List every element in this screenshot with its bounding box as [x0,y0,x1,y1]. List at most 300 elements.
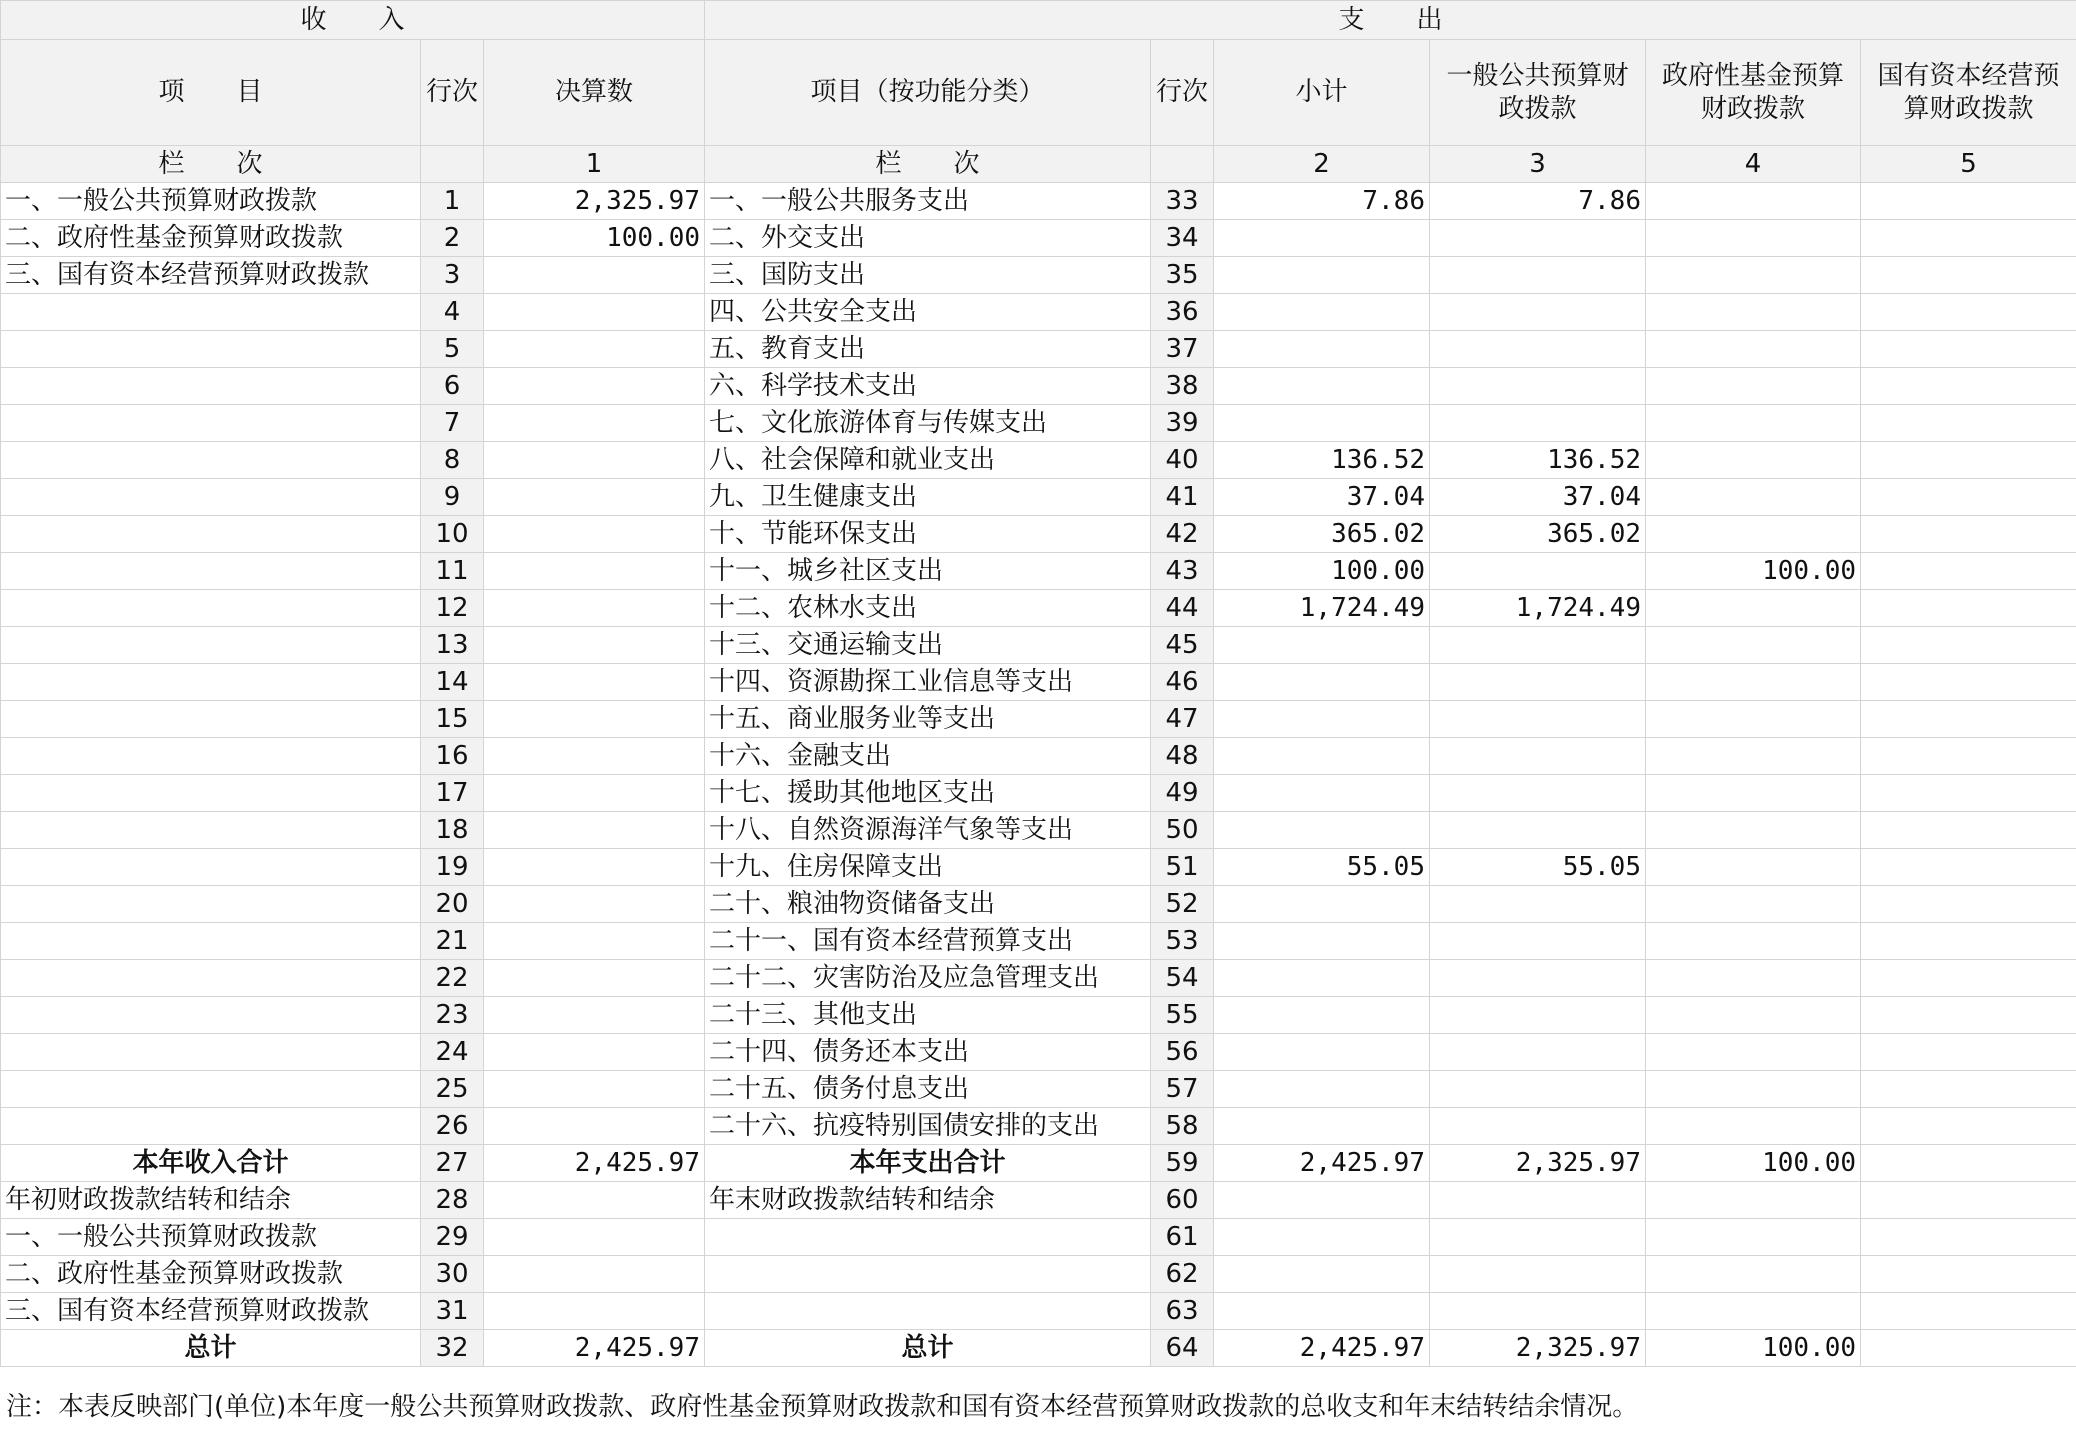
lanci-label-2: 栏 次 [705,146,1151,183]
col-no-3: 3 [1430,146,1646,183]
table-row [1,590,2076,627]
state-capital-cell [1861,1071,2076,1108]
general-budget-cell: 365.02 [1430,516,1646,553]
income-item-cell: 本年收入合计 [1,1145,421,1182]
general-budget-cell [1430,257,1646,294]
table-row [1,1256,2076,1293]
expense-item-cell [705,1256,1151,1293]
income-row-no: 31 [421,1293,484,1330]
income-amount-cell [484,1293,705,1330]
general-budget-cell [1430,1219,1646,1256]
section-header-row [1,1,2076,40]
income-amount-cell [484,664,705,701]
income-amount-cell [484,1108,705,1145]
income-row-no: 12 [421,590,484,627]
expense-item-cell: 二十二、灾害防治及应急管理支出 [705,960,1151,997]
income-amount-cell: 2,425.97 [484,1330,705,1367]
table-row [1,1293,2076,1330]
income-amount-cell [484,368,705,405]
subtotal-cell [1214,1219,1430,1256]
state-capital-cell [1861,627,2076,664]
expense-item-cell: 十、节能环保支出 [705,516,1151,553]
subtotal-cell [1214,1293,1430,1330]
expense-row-no: 42 [1151,516,1214,553]
table-row [1,960,2076,997]
income-row-no: 23 [421,997,484,1034]
income-row-no: 16 [421,738,484,775]
subtotal-cell [1214,886,1430,923]
subtotal-cell: 1,724.49 [1214,590,1430,627]
income-amount-cell [484,849,705,886]
state-capital-cell [1861,516,2076,553]
income-row-no: 15 [421,701,484,738]
income-item-cell [1,442,421,479]
expense-row-no: 61 [1151,1219,1214,1256]
expense-item-cell: 十一、城乡社区支出 [705,553,1151,590]
income-item-cell [1,553,421,590]
income-amount-cell: 100.00 [484,220,705,257]
income-row-no: 18 [421,812,484,849]
fund-budget-cell [1646,1219,1861,1256]
expense-row-no: 43 [1151,553,1214,590]
table-row [1,886,2076,923]
table-row [1,479,2076,516]
fund-budget-cell [1646,627,1861,664]
general-budget-cell [1430,886,1646,923]
general-budget-cell [1430,1071,1646,1108]
subtotal-cell: 365.02 [1214,516,1430,553]
expense-item-cell: 一、一般公共服务支出 [705,183,1151,220]
income-item-cell [1,664,421,701]
expense-row-no: 58 [1151,1108,1214,1145]
state-capital-cell [1861,1182,2076,1219]
income-amount-cell [484,1071,705,1108]
expense-item-cell: 十九、住房保障支出 [705,849,1151,886]
expense-item-cell: 三、国防支出 [705,257,1151,294]
income-row-no: 2 [421,220,484,257]
expense-item-cell: 总计 [705,1330,1151,1367]
state-capital-cell [1861,923,2076,960]
income-item-cell [1,479,421,516]
general-budget-cell [1430,812,1646,849]
expense-row-no: 54 [1151,960,1214,997]
income-row-no: 8 [421,442,484,479]
state-capital-cell [1861,183,2076,220]
state-capital-cell [1861,849,2076,886]
fund-budget-cell [1646,960,1861,997]
income-amount-cell [484,516,705,553]
table-row [1,183,2076,220]
income-row-no: 27 [421,1145,484,1182]
subtotal-cell [1214,738,1430,775]
table-row [1,738,2076,775]
table-row [1,664,2076,701]
fund-budget-cell [1646,331,1861,368]
expense-item-cell: 二十三、其他支出 [705,997,1151,1034]
subtotal-cell: 55.05 [1214,849,1430,886]
expense-row-no: 63 [1151,1293,1214,1330]
fund-budget-cell [1646,1256,1861,1293]
subtotal-cell [1214,1034,1430,1071]
expense-row-no: 50 [1151,812,1214,849]
table-row [1,997,2076,1034]
expense-row-no: 40 [1151,442,1214,479]
table-row [1,1108,2076,1145]
state-capital-cell [1861,220,2076,257]
fund-budget-cell [1646,701,1861,738]
fund-budget-cell [1646,775,1861,812]
expense-row-no: 51 [1151,849,1214,886]
fund-budget-cell [1646,590,1861,627]
general-budget-cell: 2,325.97 [1430,1330,1646,1367]
state-capital-cell [1861,1108,2076,1145]
subtotal-cell [1214,368,1430,405]
subtotal-cell: 136.52 [1214,442,1430,479]
income-row-no: 22 [421,960,484,997]
income-amount-cell [484,923,705,960]
expense-row-no: 62 [1151,1256,1214,1293]
fund-budget-cell [1646,220,1861,257]
income-amount-cell [484,738,705,775]
income-item-cell [1,886,421,923]
income-item-cell [1,1108,421,1145]
income-item-cell [1,1071,421,1108]
subtotal-cell [1214,1108,1430,1145]
expense-item-cell [705,1219,1151,1256]
state-capital-cell [1861,960,2076,997]
income-amount-cell [484,257,705,294]
income-amount-cell [484,590,705,627]
income-amount-cell [484,405,705,442]
table-row [1,1182,2076,1219]
expense-section-header [705,1,2076,40]
fund-budget-cell: 100.00 [1646,1145,1861,1182]
income-row-no: 21 [421,923,484,960]
income-row-no: 13 [421,627,484,664]
expense-item-cell: 七、文化旅游体育与传媒支出 [705,405,1151,442]
subtotal-cell [1214,664,1430,701]
col-no-4: 4 [1646,146,1861,183]
income-item-cell: 总计 [1,1330,421,1367]
income-row-no: 11 [421,553,484,590]
general-budget-cell: 1,724.49 [1430,590,1646,627]
income-amount-cell [484,1256,705,1293]
fund-budget-cell [1646,886,1861,923]
expense-item-cell: 十八、自然资源海洋气象等支出 [705,812,1151,849]
state-capital-cell [1861,590,2076,627]
income-item-cell [1,331,421,368]
subtotal-cell [1214,220,1430,257]
general-budget-cell: 7.86 [1430,183,1646,220]
income-item-cell [1,775,421,812]
income-amount-cell [484,997,705,1034]
income-item-cell: 二、政府性基金预算财政拨款 [1,220,421,257]
column-header-row [1,40,2076,146]
income-item-cell [1,590,421,627]
general-budget-cell [1430,553,1646,590]
income-item-cell [1,294,421,331]
expense-label: 支 出 [1338,4,1443,35]
income-item-cell: 一、一般公共预算财政拨款 [1,183,421,220]
state-capital-cell [1861,812,2076,849]
col-fund-header: 政府性基金预算财政拨款 [1646,40,1861,146]
col-subtotal-header: 小计 [1214,40,1430,146]
state-capital-cell [1861,738,2076,775]
income-row-no: 30 [421,1256,484,1293]
income-item-cell [1,812,421,849]
subtotal-cell: 2,425.97 [1214,1330,1430,1367]
income-item-cell: 一、一般公共预算财政拨款 [1,1219,421,1256]
state-capital-cell [1861,553,2076,590]
expense-row-no: 60 [1151,1182,1214,1219]
general-budget-cell [1430,1293,1646,1330]
state-capital-cell [1861,294,2076,331]
income-item-cell [1,516,421,553]
table-row [1,1219,2076,1256]
income-item-cell: 年初财政拨款结转和结余 [1,1182,421,1219]
income-row-no: 9 [421,479,484,516]
general-budget-cell [1430,220,1646,257]
fund-budget-cell [1646,516,1861,553]
income-amount-cell [484,479,705,516]
income-item-cell [1,368,421,405]
table-row [1,553,2076,590]
expense-row-no: 44 [1151,590,1214,627]
expense-row-no: 52 [1151,886,1214,923]
general-budget-cell [1430,627,1646,664]
general-budget-cell [1430,294,1646,331]
income-amount-cell [484,294,705,331]
col-row2-header: 行次 [1151,40,1214,146]
income-amount-cell [484,775,705,812]
lanci-blank [421,146,484,183]
expense-row-no: 34 [1151,220,1214,257]
state-capital-cell [1861,368,2076,405]
lanci-blank-2 [1151,146,1214,183]
state-capital-cell [1861,1256,2076,1293]
expense-item-cell: 八、社会保障和就业支出 [705,442,1151,479]
expense-row-no: 53 [1151,923,1214,960]
income-amount-cell [484,960,705,997]
fund-budget-cell [1646,257,1861,294]
income-row-no: 10 [421,516,484,553]
expense-item-cell: 二十六、抗疫特别国债安排的支出 [705,1108,1151,1145]
state-capital-cell [1861,701,2076,738]
table-row [1,1330,2076,1367]
income-amount-cell: 2,425.97 [484,1145,705,1182]
income-item-cell [1,701,421,738]
general-budget-cell [1430,1034,1646,1071]
state-capital-cell [1861,405,2076,442]
general-budget-cell [1430,923,1646,960]
income-amount-cell [484,1034,705,1071]
general-budget-cell [1430,997,1646,1034]
income-row-no: 4 [421,294,484,331]
subtotal-cell: 37.04 [1214,479,1430,516]
table-row [1,1034,2076,1071]
col-no-1: 1 [484,146,705,183]
income-row-no: 19 [421,849,484,886]
lanci-label: 栏 次 [1,146,421,183]
income-row-no: 6 [421,368,484,405]
income-row-no: 25 [421,1071,484,1108]
general-budget-cell [1430,1182,1646,1219]
income-item-cell [1,738,421,775]
income-amount-cell [484,701,705,738]
state-capital-cell [1861,479,2076,516]
footnote: 注：本表反映部门(单位)本年度一般公共预算财政拨款、政府性基金预算财政拨款和国有资本经营预算财政拨款的总收支和年末结转结余情况。 [6,1392,1639,1422]
income-row-no: 3 [421,257,484,294]
subtotal-cell [1214,331,1430,368]
subtotal-cell [1214,1071,1430,1108]
income-row-no: 1 [421,183,484,220]
general-budget-cell [1430,664,1646,701]
state-capital-cell [1861,775,2076,812]
income-amount-cell [484,331,705,368]
fund-budget-cell: 100.00 [1646,1330,1861,1367]
expense-row-no: 57 [1151,1071,1214,1108]
col-amount-header: 决算数 [484,40,705,146]
table-row [1,220,2076,257]
subtotal-cell [1214,923,1430,960]
expense-item-cell: 十三、交通运输支出 [705,627,1151,664]
state-capital-cell [1861,1034,2076,1071]
expense-item-cell: 二十四、债务还本支出 [705,1034,1151,1071]
subtotal-cell [1214,701,1430,738]
expense-row-no: 36 [1151,294,1214,331]
state-capital-cell [1861,1145,2076,1182]
fund-budget-cell [1646,849,1861,886]
income-amount-cell: 2,325.97 [484,183,705,220]
table-row [1,923,2076,960]
subtotal-cell: 2,425.97 [1214,1145,1430,1182]
income-item-cell [1,849,421,886]
expense-row-no: 56 [1151,1034,1214,1071]
subtotal-cell [1214,1182,1430,1219]
expense-row-no: 45 [1151,627,1214,664]
subtotal-cell: 100.00 [1214,553,1430,590]
fund-budget-cell [1646,738,1861,775]
income-row-no: 28 [421,1182,484,1219]
expense-item-cell: 十四、资源勘探工业信息等支出 [705,664,1151,701]
income-item-cell [1,405,421,442]
state-capital-cell [1861,886,2076,923]
expense-row-no: 48 [1151,738,1214,775]
income-item-cell: 二、政府性基金预算财政拨款 [1,1256,421,1293]
expense-item-cell: 十二、农林水支出 [705,590,1151,627]
income-row-no: 26 [421,1108,484,1145]
state-capital-cell [1861,997,2076,1034]
col-row-header: 行次 [421,40,484,146]
expense-row-no: 46 [1151,664,1214,701]
expense-item-cell: 十七、援助其他地区支出 [705,775,1151,812]
col-no-2: 2 [1214,146,1430,183]
expense-row-no: 35 [1151,257,1214,294]
table-row [1,331,2076,368]
table-row [1,812,2076,849]
expense-item-cell: 年末财政拨款结转和结余 [705,1182,1151,1219]
general-budget-cell [1430,368,1646,405]
fund-budget-cell [1646,479,1861,516]
income-item-cell [1,997,421,1034]
general-budget-cell [1430,405,1646,442]
expense-item-cell: 九、卫生健康支出 [705,479,1151,516]
state-capital-cell [1861,664,2076,701]
subtotal-cell: 7.86 [1214,183,1430,220]
fund-budget-cell [1646,923,1861,960]
fund-budget-cell [1646,664,1861,701]
income-item-cell [1,923,421,960]
fund-budget-cell [1646,1071,1861,1108]
fund-budget-cell [1646,368,1861,405]
subtotal-cell [1214,627,1430,664]
income-amount-cell [484,442,705,479]
general-budget-cell [1430,701,1646,738]
table-row [1,442,2076,479]
general-budget-cell [1430,775,1646,812]
subtotal-cell [1214,775,1430,812]
table-row [1,775,2076,812]
fund-budget-cell [1646,1293,1861,1330]
general-budget-cell: 37.04 [1430,479,1646,516]
general-budget-cell: 136.52 [1430,442,1646,479]
table-row [1,1071,2076,1108]
subtotal-cell [1214,812,1430,849]
state-capital-cell [1861,331,2076,368]
income-row-no: 7 [421,405,484,442]
expense-row-no: 33 [1151,183,1214,220]
income-item-cell: 三、国有资本经营预算财政拨款 [1,257,421,294]
income-row-no: 32 [421,1330,484,1367]
general-budget-cell: 55.05 [1430,849,1646,886]
state-capital-cell [1861,1293,2076,1330]
table-row [1,294,2076,331]
expense-row-no: 49 [1151,775,1214,812]
subtotal-cell [1214,405,1430,442]
income-amount-cell [484,1182,705,1219]
col-general-header: 一般公共预算财政拨款 [1430,40,1646,146]
table-row [1,405,2076,442]
state-capital-cell [1861,257,2076,294]
general-budget-cell [1430,738,1646,775]
fund-budget-cell [1646,997,1861,1034]
fund-budget-cell [1646,812,1861,849]
subtotal-cell [1214,960,1430,997]
expense-row-no: 59 [1151,1145,1214,1182]
expense-item-cell: 十五、商业服务业等支出 [705,701,1151,738]
col-item-header: 项 目 [1,40,421,146]
table-row [1,627,2076,664]
state-capital-cell [1861,1330,2076,1367]
col-state-header: 国有资本经营预算财政拨款 [1861,40,2076,146]
expense-item-cell: 二十一、国有资本经营预算支出 [705,923,1151,960]
table-row [1,516,2076,553]
income-amount-cell [484,627,705,664]
income-label: 收 入 [300,4,405,35]
fund-budget-cell: 100.00 [1646,553,1861,590]
state-capital-cell [1861,1219,2076,1256]
income-item-cell: 三、国有资本经营预算财政拨款 [1,1293,421,1330]
table-row [1,1145,2076,1182]
expense-row-no: 47 [1151,701,1214,738]
fund-budget-cell [1646,1108,1861,1145]
expense-row-no: 64 [1151,1330,1214,1367]
expense-item-cell: 二十五、债务付息支出 [705,1071,1151,1108]
table-row [1,368,2076,405]
income-row-no: 5 [421,331,484,368]
fund-budget-cell [1646,1034,1861,1071]
expense-item-cell: 四、公共安全支出 [705,294,1151,331]
